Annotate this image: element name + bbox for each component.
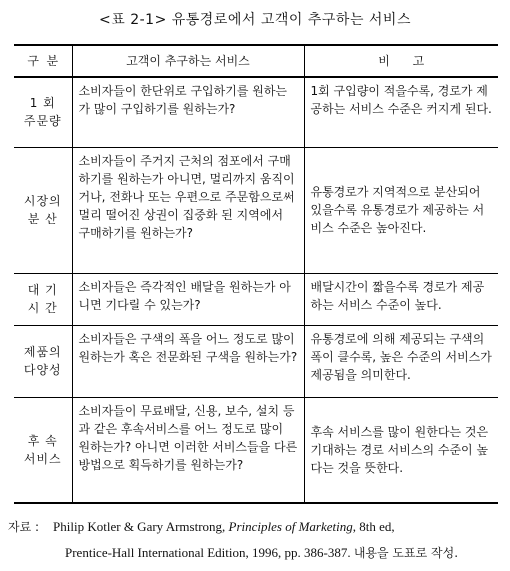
table-row [14,147,498,273]
row-service: 소비자들이 무료배달, 신용, 보수, 설치 등과 같은 후속서비스를 어느 정도로 많이 원하는가? 아니면 이러한 서비스들을 다른 방법으로 획득하기를 원하는가? [72,397,304,503]
row-category: 1 회 주문량 [14,77,72,147]
table-row [14,273,498,325]
source-label: 자료 : [8,520,40,534]
source-line-1 [8,514,508,540]
header-service: 고객이 추구하는 서비스 [72,45,304,77]
source-publisher: Prentice-Hall International Edition, 1996, pp. 386-387. [65,545,351,560]
row-category: 제품의 다양성 [14,325,72,397]
service-table [14,44,498,504]
source-note [8,514,508,566]
row-remarks: 1회 구입량이 적을수록, 경로가 제공하는 서비스 수준은 커지게 된다. [304,77,498,147]
header-remarks: 비 고 [304,45,498,77]
table-row [14,325,498,397]
row-service: 소비자들은 구색의 폭을 어느 정도로 많이 원하는가 혹은 전문화된 구색을 원하는가? [72,325,304,397]
row-remarks: 배달시간이 짧을수록 경로가 제공하는 서비스 수준이 높다. [304,273,498,325]
row-category: 시장의 분 산 [14,147,72,273]
source-line-2 [8,540,508,566]
header-category: 구 분 [14,45,72,77]
source-note-text: 내용을 도표로 작성. [353,546,459,560]
table-row [14,77,498,147]
table-caption: <표 2-1> 유통경로에서 고객이 추구하는 서비스 [99,12,411,28]
source-edition: , 8th ed, [352,519,395,534]
row-service: 소비자들이 주거지 근처의 점포에서 구매하기를 원하는가 아니면, 멀리까지 움직이거나, 전화나 또는 우편으로 주문함으로써 멀리 떨어진 상권이 집중화 된 지역에서 구매하기를 원하는가? [72,147,304,273]
source-book-title: Principles of Marketing [228,519,353,534]
table-row [14,397,498,503]
header-row [14,45,498,77]
row-remarks: 후속 서비스를 많이 원한다는 것은 기대하는 경로 서비스의 수준이 높다는 것을 뜻한다. [304,397,498,503]
row-category: 대 기 시 간 [14,273,72,325]
row-remarks: 유통경로가 지역적으로 분산되어 있을수록 유통경로가 제공하는 서비스 수준은 높아진다. [304,147,498,273]
source-authors: Philip Kotler & Gary Armstrong, [53,519,226,534]
row-category: 후 속 서비스 [14,397,72,503]
row-service: 소비자들이 한단위로 구입하기를 원하는가 많이 구입하기를 원하는가? [72,77,304,147]
row-service: 소비자들은 즉각적인 배달을 원하는가 아니면 기다릴 수 있는가? [72,273,304,325]
row-remarks: 유통경로에 의해 제공되는 구색의 폭이 클수록, 높은 수준의 서비스가 제공됨을 의미한다. [304,325,498,397]
